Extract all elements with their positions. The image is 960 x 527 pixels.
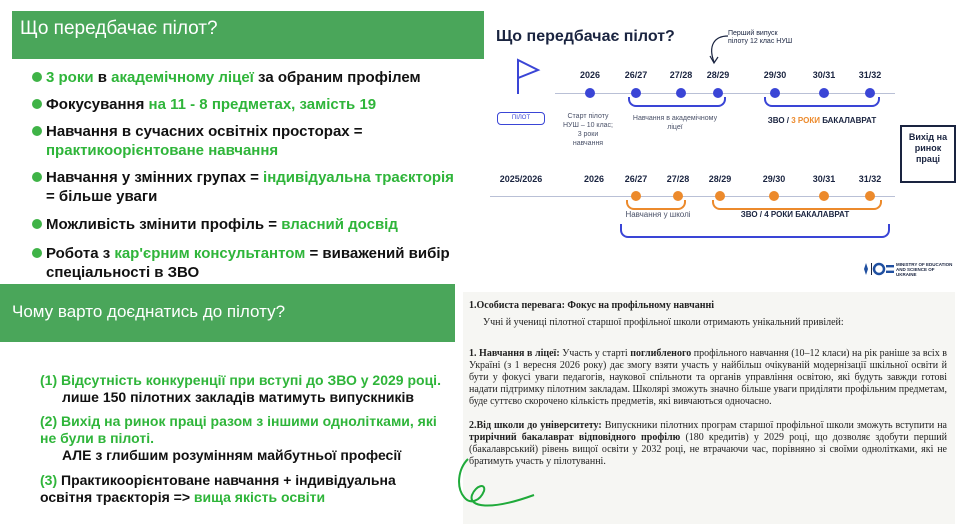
regular-year: 27/28	[666, 174, 690, 184]
regular-year: 31/32	[858, 174, 882, 184]
pilot-label: ПІЛОТ	[497, 112, 545, 125]
pilot-year: 29/30	[763, 70, 787, 80]
regular-year: 29/30	[762, 174, 786, 184]
bullet-dot	[32, 72, 42, 82]
flag-icon	[512, 56, 542, 96]
handwritten-mark-icon	[450, 455, 540, 515]
regular-year: 28/29	[708, 174, 732, 184]
doc-intro: Учні й учениці пілотної старшої профільної школи отримають унікальний привілей:	[483, 317, 844, 328]
timeline-title: Що передбачає пілот?	[496, 28, 675, 45]
doc-paragraph-1: 1. Навчання в ліцеї: Участь у старті поглибленого профільного навчання (10–12 класи) на рік раніше за всіх в Україні (з 1 вересня 2026 року) дає змогу взяти участь у найбільш очікуваній модернізації шкільної освіти й бути у фокусі уваги педагогів, наукової спільноти та органів управління освітою, які будуть завжди готові надати підтримку пілотним закладам. Школярі зможуть значно більше уваги приділяти профільним предметам, буде суттєво скорочено кількість предметів, які вивчаються одночасно.	[469, 348, 947, 407]
zvo3-brace	[764, 97, 880, 107]
bullet-dot	[32, 219, 42, 229]
reason-1: (1) Відсутність конкуренції при вступі до ЗВО у 2029 році. лише 150 пілотних закладів матимуть випускників	[40, 372, 441, 405]
pilot-year: 31/32	[858, 70, 882, 80]
school-brace	[626, 200, 686, 210]
reason-2: (2) Вихід на ринок праці разом з іншими однолітками, які не були в пілоті. АЛЕ з глибшим розумінням майбутньої професії	[40, 413, 437, 463]
bullet-profile: Можливість змінити профіль = власний досвід	[32, 215, 462, 234]
pilot-timeline-line	[555, 93, 895, 94]
regular-timeline-line	[490, 196, 895, 197]
doc-paragraph-2: 2.Від школи до університету: Випускники пілотних програм старшої профільної школи зможуть вступити на трирічний бакалаврат відповідного профілю (180 кредитів) у 2029 році, що дозволяє здобути перший (бакалаврський) рівень вищої освіти у 2032 році, не втрачаючи час, порівняно зі своїми однолітками, які не братимуть участь у пілотуванні.	[469, 420, 947, 467]
curved-arrow-icon	[704, 32, 732, 66]
job-market-box: Вихід на ринок праці	[900, 125, 956, 183]
zvo4-brace	[712, 200, 882, 210]
regular-year: 2026	[583, 174, 605, 184]
ministry-logo-text: MINISTRY OF EDUCATION AND SCIENCE OF UKRAINE	[896, 262, 953, 277]
pilot-year: 27/28	[669, 70, 693, 80]
regular-year: 26/27	[624, 174, 648, 184]
doc-heading: 1.Особиста перевага: Фокус на профільному навчанні	[469, 300, 715, 311]
slide1-title: Що передбачає пілот?	[20, 18, 218, 39]
first-graduation-note: Перший випуск пілоту 12 клас НУШ	[728, 30, 793, 45]
bullet-spaces: Навчання в сучасних освітніх просторах = практикоорієнтоване навчання	[32, 122, 462, 160]
reason-3: (3) Практикоорієнтоване навчання + індивідуальна освітня траєкторія => вища якість освіти	[40, 472, 396, 505]
bullet-dot	[32, 172, 42, 182]
regular-row-label: 2025/2026	[499, 174, 543, 184]
bullet-years: 3 роки в академічному ліцеї за обраним профілем	[32, 68, 462, 87]
overall-brace	[620, 224, 890, 238]
lyceum-note: Навчання в академічному ліцеї	[632, 115, 718, 131]
bullet-dot	[32, 248, 42, 258]
lyceum-brace	[628, 97, 726, 107]
bullet-career: Робота з кар'єрним консультантом = виважений вибір спеціальності в ЗВО	[32, 244, 462, 282]
pilot-year: 28/29	[706, 70, 730, 80]
pilot-year: 30/31	[812, 70, 836, 80]
bullet-groups: Навчання у змінних групах = індивідуальна траєкторія = більше уваги	[32, 168, 462, 206]
bullet-dot	[32, 99, 42, 109]
slide2-title: Чому варто доєднатись до пілоту?	[12, 302, 286, 321]
pilot-year: 2026	[579, 70, 601, 80]
bullet-focus: Фокусування на 11 - 8 предметах, замість 19	[32, 95, 462, 114]
pilot-node	[585, 88, 595, 98]
zvo3-note: ЗВО / 3 РОКИ БАКАЛАВРАТ	[767, 116, 877, 125]
ministry-logo-icon	[861, 262, 895, 276]
bullet-dot	[32, 126, 42, 136]
school-note: Навчання у школі	[625, 210, 691, 219]
regular-year: 30/31	[812, 174, 836, 184]
pilot-year: 26/27	[624, 70, 648, 80]
zvo4-note: ЗВО / 4 РОКИ БАКАЛАВРАТ	[740, 210, 850, 219]
pilot-start-note: Старт пілоту НУШ – 10 клас; 3 роки навчання	[563, 113, 613, 147]
